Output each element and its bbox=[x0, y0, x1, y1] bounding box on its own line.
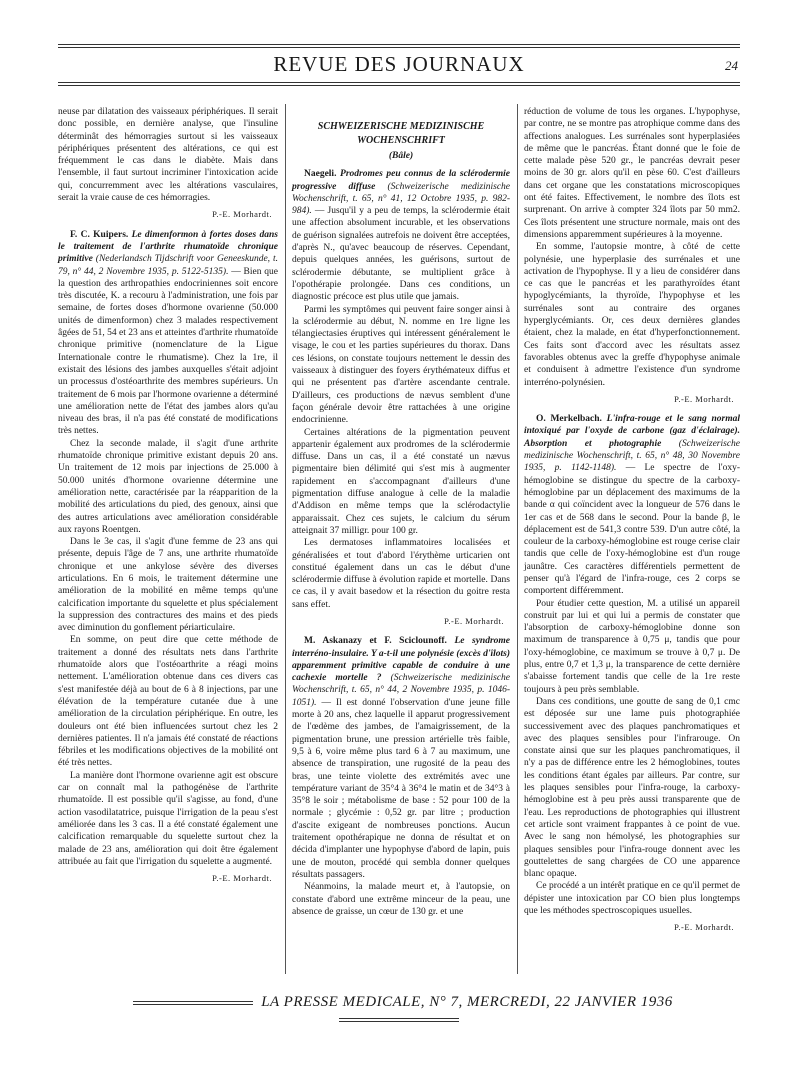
column-divider-1 bbox=[285, 104, 286, 974]
article-author: M. Askanazy et F. Sciclounoff. bbox=[304, 636, 447, 647]
article-kuipers bbox=[58, 229, 278, 438]
article-title: L'infra-rouge et le sang normal intoxiqué par l'oxyde de carbone (gaz d'éclairage). Absorption et photographie bbox=[524, 414, 741, 449]
article-author: O. Merkelbach. bbox=[536, 414, 602, 425]
paragraph: Dans ces conditions, une goutte de sang de 0,1 cmc est déposée sur une lame puis photographiée successivement avec des plaques panchromatiques et avec des plaques sensibles pour l'infrarouge. On constate ainsi que sur les plaques panchromatiques, il n'y a pas de différence entre les 2 hémoglobines, toutes les conditions étant égales par ailleurs. Par contre, sur les plaques sensibles pour l'infra-rouge, la carboxy-hémoglobine est à peu près aussi transparente que de l'eau. Les reproductions de photographies qui illustrent cet article sont vraiment frappantes à ce point de vue. Avec le sang non hémolysé, les photographies sur plaques sensibles pour l'infra-rouge donnent avec les gouttelettes de sang chargées de CO une apparence blanc opaque. bbox=[524, 696, 740, 880]
article-body: — Le spectre de l'oxy-hémoglobine se distingue du spectre de la carboxy-hémoglobine par un déplacement des maximums de la bande α qui coïncident avec la longueur de 576 dans le 1er cas et de 568 dans le second. Pour la bande β, le déplacement est de 541,3 contre 539. D'un autre côté, la couleur de la carboxy-hémoglobine est rouge cerise clair tandis que celle de l'oxy-hémoglobine est d'un rouge jaunâtre. Ces caractères différentiels permettent de penser qu'à l'égard de l'infra-rouge, ces 2 corps se comportent différemment. bbox=[524, 463, 741, 597]
article-body: — Jusqu'il y a peu de temps, la sclérodermie était une affection absolument incurable, et les observations de guérison signalées autrefois ne doivent être acceptées, d'après N., qu'avec beaucoup de réserves. Cependant, depuis quelques années, les guérisons, surtout de sclérodermie débutante, se multiplient grâce à l'opothérapie prolongée. Dans ces conditions, un diagnostic précoce est plus utile que jamais. bbox=[292, 206, 510, 303]
paragraph: Pour étudier cette question, M. a utilisé un appareil construit par lui et qui lui a permis de constater que l'absorption de carboxy-hémoglobine donne son maximum de transparence à 0,75 μ, tandis que pour l'oxy-hémoglobine, ce maximum se trouve à 0,7 μ. De plus, entre 0,7 et 1,3 μ, la transparence de cette dernière s'abaisse fortement tandis que celle de la 1re reste toujours à peu près semblable. bbox=[524, 598, 740, 695]
paragraph: Parmi les symptômes qui peuvent faire songer ainsi à la sclérodermie au début, N. nomme en 1re ligne les télangiectasies éruptives qui intéressent généralement le visage, le cou et les parties supérieures du thorax. Dans ces lésions, on constate toujours nettement le dessin des vaisseaux à distinguer des foyers érythémateux diffus et qui ne présentent pas d'artère ascendante centrale. D'ailleurs, ces productions de nævus semblent d'une façon générale devoir être rattachées à une origine endocrinienne. bbox=[292, 304, 510, 426]
paragraph: Ce procédé a un intérêt pratique en ce qu'il permet de dépister une intoxication par CO bien plus longtemps que les méthodes spectroscopiques usuelles. bbox=[524, 881, 740, 916]
header-rule-bottom bbox=[58, 82, 740, 83]
section-title: REVUE DES JOURNAUX bbox=[273, 52, 525, 76]
column-2 bbox=[292, 106, 510, 918]
article-source: (Schweizerische medizinische Wochenschrift, t. 65, n° 44, 2 Novembre 1935, p. 1046-1051). bbox=[292, 673, 511, 708]
journal-city: (Bâle) bbox=[388, 151, 414, 161]
signature: P.-E. Morhardt. bbox=[212, 873, 272, 884]
paragraph: Certaines altérations de la pigmentation peuvent appartenir également aux prodromes de la sclérodermie diffuse. Dans un cas, il a été constaté un nævus pigmentaire bien délimité qui s'est mis à augmenter rapidement en s'accompagnant d'ailleurs d'une pigmentation diffuse analogue à celle de la maladie d'Addison en même temps que la sclérodactylie apparaissait. Chez ces sujets, le calcium du sérum atteignait 37 milligr. pour 100 gr. bbox=[292, 427, 510, 536]
paragraph: En somme, on peut dire que cette méthode de traitement a donné des résultats nets dans l'arthrite rhumatoïde alors que l'ostéoarthrite a réagi moins nettement. L'amélioration obtenue dans ces divers cas s'est manifestée déjà au bout de 6 à 8 injections, par une élévation de la température cutanée due à une amélioration de la circulation périphérique. En outre, les douleurs ont été bien influencées surtout chez les 2 dernières patientes. Il n'a jamais été constaté de réactions fébriles et les modifications objectives de la mobilité ont été très nettes. bbox=[58, 635, 278, 769]
paragraph: En somme, l'autopsie montre, à côté de cette polynésie, une hyperplasie des surrénales et une activation de l'hypophyse. Il y a lieu de considérer dans ce cas que le pancréas et les parathyroïdes étant hypoglycémiants, la thyroïde, l'hypophyse et les surrénales sont au contraire des organes hyperglycémiants. Or, ces deux dernières glandes étaient, chez la malade, en état d'hyperfonctionnement. Ces faits sont d'accord avec les résultats assez favorables obtenus avec la greffe d'hypophyse animale et conduisent à admettre l'existence d'un syndrome interréno-polynésien. bbox=[524, 242, 740, 388]
article-title: Le syndrome interréno-insulaire. Y a-t-il une polynésie (excès d'îlots) apparemment primitive capable de conduire à une cachexie mortelle ? bbox=[292, 636, 511, 684]
article-author: F. C. Kuipers. bbox=[70, 229, 129, 240]
signature: P.-E. Morhardt. bbox=[674, 393, 734, 404]
article-source: (Nederlandsch Tijdschrift voor Geneeskunde, t. 79, n° 44, 2 Novembre 1935, p. 5122-5135). bbox=[58, 254, 278, 277]
col3-intro: réduction de volume de tous les organes. L'hypophyse, par contre, ne se montre pas atrophique comme dans des affections analogues. Les surrénales sont hyperplasiées de même que le pancréas. Étant donné que le foie de cette malade pèse 520 gr., le pancréas devrait peser moins de 30 gr. alors qu'il en pèse 60. C'est d'ailleurs dans cet organe que les constatations microscopiques ont été faites. Effectivement, le nombre des îlots est surprenant. On arrive à compter 324 îlots par 50 mm2. Ces îlots présentent une structure normale, mais ont des dimensions apparemment supérieures à la moyenne. bbox=[524, 107, 740, 240]
col1-intro: neuse par dilatation des vaisseaux périphériques. Il serait donc possible, en dernière analyse, que l'insuline déterminât des hémorragies surtout si les vaisseaux périphériques présentent des altérations, ce qui est fréquemment le cas dans le diabète. Mais dans l'ensemble, il faut surtout incriminer l'intoxication acide qui, concurremment avec les altérations vasculaires, serait la vraie cause de ces hémorragies. bbox=[58, 107, 278, 204]
column-1 bbox=[58, 106, 278, 892]
paragraph: Néanmoins, la malade meurt et, à l'autopsie, on constate d'abord une extrême minceur de la peau, une absence de graisse, un cœur de 130 gr. et une bbox=[292, 882, 510, 917]
paragraph: La manière dont l'hormone ovarienne agit est obscure car on connaît mal la pathogénèse de l'arthrite rhumatoïde. Il est possible qu'il s'agisse, au fond, d'une action vasodilatatrice, puisque l'irrigation de la peau s'est améliorée dans les 3 cas. Il a été constaté également une calcification remarquable du squelette surtout chez la malade de 23 ans, amélioration qui doit être également attribuée au fait que l'irrigation du squelette a augmenté. bbox=[58, 770, 278, 867]
article-source: (Schweizerische medizinische Wochenschrift, t. 65, n° 41, 12 Octobre 1935, p. 982-984). bbox=[292, 181, 511, 217]
article-body: — Il est donné l'observation d'une jeune fille morte à 20 ans, chez laquelle il apparut progressivement de l'œdème des jambes, de l'amaigrissement, de la pigmentation brune, une pression artérielle très faible, 9,5 à 6, voire même plus tard 6 à 7 au maximum, une absence de transpiration, une rugosité de la peau des bras, une teinte violette des extrémités avec une température variant de 35°4 à 36°4 le matin et de 34°3 à 35°8 le soir ; métabolisme de base : 52 pour 100 de la normale ; glycémie : 0,52 gr. par litre ; production d'ascite exigeant de nombreuses ponctions. Aucun traitement opothérapique ne donna de résultat et on décida d'implanter une hypophyse d'abord de lapin, puis une de mouton, procédé qui sembla donner quelques résultats passagers. bbox=[292, 697, 511, 880]
footer-rule-left bbox=[133, 1001, 253, 1005]
article-merkelbach bbox=[524, 413, 740, 597]
article-body: — Bien que la question des arthropathies endocriniennes soit encore très discutée, K. a recouru à l'administration, une fois par semaine, de fortes doses d'hormone ovarienne (50.000 unités de dimenformon) chez 3 malades respectivement âgées de 51, 54 et 23 ans et atteintes d'arthrite rhumatoïde chronique primitive (nomenclature de la Ligue Internationale contre le rhumatisme). Chez la 1re, il existait des lésions des jambes auxquelles s'était adjoint un processus d'ostéoarthrite des membres supérieurs. Un traitement de 6 mois par l'hormone ovarienne a déterminé une amélioration nette de l'état des jambes alors qu'au niveau des bras, il n'a pas été constaté de modifications très nettes. bbox=[58, 266, 278, 437]
header-rule-top-2 bbox=[58, 47, 740, 48]
signature: P.-E. Morhardt. bbox=[212, 209, 272, 220]
article-askanazy bbox=[292, 635, 510, 881]
signature: P.-E. Morhardt. bbox=[444, 615, 504, 626]
paragraph: Les dermatoses inflammatoires localisées et généralisées et tout d'abord l'érythème urticarien ont constitué également dans un cas le début d'une sclérodermie diffuse à évolution rapide et mortelle. Dans ce cas, il y avait basedow et la résection du goitre resta sans effet. bbox=[292, 538, 510, 610]
article-source: (Schweizerische medizinische Wochenschrift, t. 65, n° 48, 30 Novembre 1935, p. 1142-1148). bbox=[524, 438, 740, 474]
page-footer bbox=[58, 994, 740, 1028]
column-divider-2 bbox=[517, 104, 518, 974]
column-3 bbox=[524, 106, 740, 942]
article-author: Naegeli. bbox=[304, 169, 337, 180]
article-title: Le dimenformon à fortes doses dans le traitement de l'arthrite rhumatoïde chronique primitive bbox=[58, 229, 278, 265]
signature: P.-E. Morhardt. bbox=[674, 922, 734, 933]
article-title: Prodromes peu connus de la sclérodermie progressive diffuse bbox=[292, 169, 510, 192]
page-number: 24 bbox=[725, 58, 738, 73]
header-rule-top bbox=[58, 44, 740, 45]
footer-rule-right bbox=[339, 1018, 459, 1022]
paragraph: Dans le 3e cas, il s'agit d'une femme de 23 ans qui présente, depuis l'âge de 7 ans, une arthrite rhumatoïde chronique et une ankylose sévère des diverses articulations. En 6 mois, le traitement détermine une amélioration de la mobilité en même temps qu'une calcification importante du squelette et plus spécialement la suppression des contractures des mains et des pieds avec diminution du gonflement périarticulaire. bbox=[58, 537, 278, 634]
paragraph: Chez la seconde malade, il s'agit d'une arthrite rhumatoïde chronique primitive existant depuis 20 ans. Un traitement de 12 mois par injections de 25.000 à 50.000 unités d'hormone ovarienne détermine une amélioration nette, caractérisée par la réapparition de la mobilité des articulations du pied, des genoux, ainsi que des autres articulations avec amélioration considérable aux rayons Roentgen. bbox=[58, 438, 278, 535]
journal-title: SCHWEIZERISCHE MEDIZINISCHE WOCHENSCHRIFT bbox=[317, 121, 485, 146]
article-naegeli bbox=[292, 168, 510, 303]
header-rule-bottom-2 bbox=[58, 85, 740, 86]
footer-text: LA PRESSE MEDICALE, N° 7, MERCREDI, 22 JANVIER 1936 bbox=[261, 994, 673, 1010]
